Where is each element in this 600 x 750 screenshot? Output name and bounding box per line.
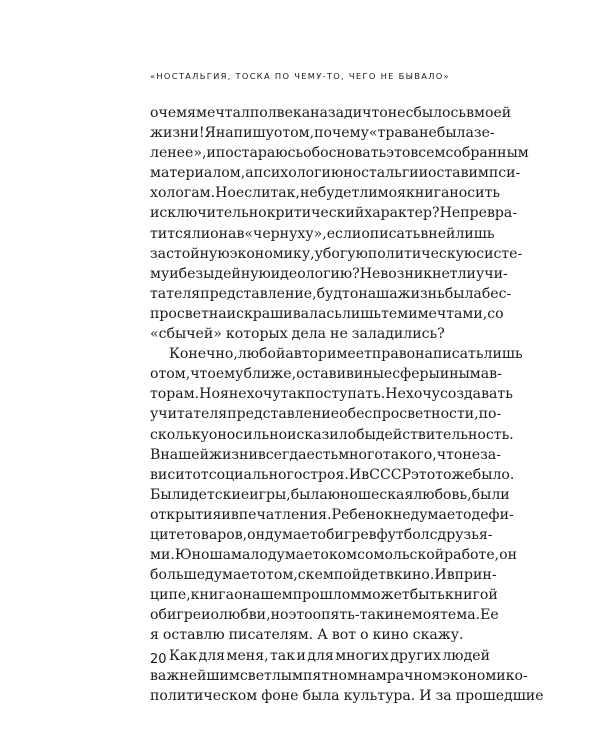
text-line: застойную экономику, убогую политическую систе- [150,245,523,262]
text-line: Как для меня, так и для многих других людей [169,647,490,664]
body-text [150,103,544,706]
text-line: больше думает о том, с кем пойдет в кино. И в прин- [150,567,497,584]
text-line: В нашей жизни всегда есть много такого, что не за- [150,446,501,463]
running-head: «НОСТАЛЬГИЯ, ТОСКА ПО ЧЕМУ-ТО, ЧЕГО НЕ БЫВАЛО» [150,71,450,81]
text-line: материалом, а психологию ностальгии оставим пси- [150,165,521,182]
text-line: просветна и скрашивалась лишь теми мечтами, со [150,305,504,322]
text-line: ленее», и постараюсь обосновать это всем собранным [150,145,529,162]
text-line: тится ли она в «чернуху», если описать в ней лишь [150,225,495,242]
text-line: му и безыдейную идеологию? Не возникнет ли у чи- [150,265,508,282]
text-line: важнейшим светлым пятном на мрачном экономико- [150,667,528,684]
text-line: «сбычей» которых дела не заладились? [150,326,445,343]
text-line: скольку оно сильно исказило бы действительность. [150,426,514,443]
text-line: ципе, книга о нашем прошлом может быть книгой [150,587,498,604]
paragraph [150,344,523,645]
page-number: 20 [150,652,167,667]
text-line: тателя представление, будто наша жизнь была бес- [150,285,512,302]
text-line: Были детские игры, была юношеская любовь, были [150,486,510,503]
paragraph [150,646,544,706]
text-line: ците товаров, он думает об игре в футбол с друзья- [150,526,493,543]
text-line: политическом фоне была культура. И за прошедшие [150,687,544,704]
text-line: висит от социального строя. И в СССР это тоже было. [150,466,515,483]
text-line: у читателя представление о беспросветности, по- [150,406,502,423]
text-line: открытия и впечатления. Ребенок не думает о дефи- [150,506,514,523]
text-line: о том, что ему ближе, оставив иные сферы иным ав- [150,366,502,383]
text-line: исключительно критический характер? Не превра- [150,205,518,222]
text-line: о чем я мечтал полвека назад и что не сбылось в моей [150,105,512,121]
text-line: я оставлю писателям. А вот о кино скажу. [150,627,464,644]
text-line: торам. Но я не хочу так поступать. Не хочу создавать [150,386,513,403]
text-line: хологам. Но если так, не будет ли моя книга носить [150,185,501,202]
paragraph [150,103,529,344]
text-line: ми. Юноша мало думает о комсомольской работе, он [150,547,518,564]
text-line: жизни! Я напишу о том, почему «трава не была зе- [150,125,495,142]
text-line: об игре и о любви, но это опять-таки не моя тема. Ее [150,607,499,624]
text-line: Конечно, любой автор имеет право написать лишь [169,346,523,363]
